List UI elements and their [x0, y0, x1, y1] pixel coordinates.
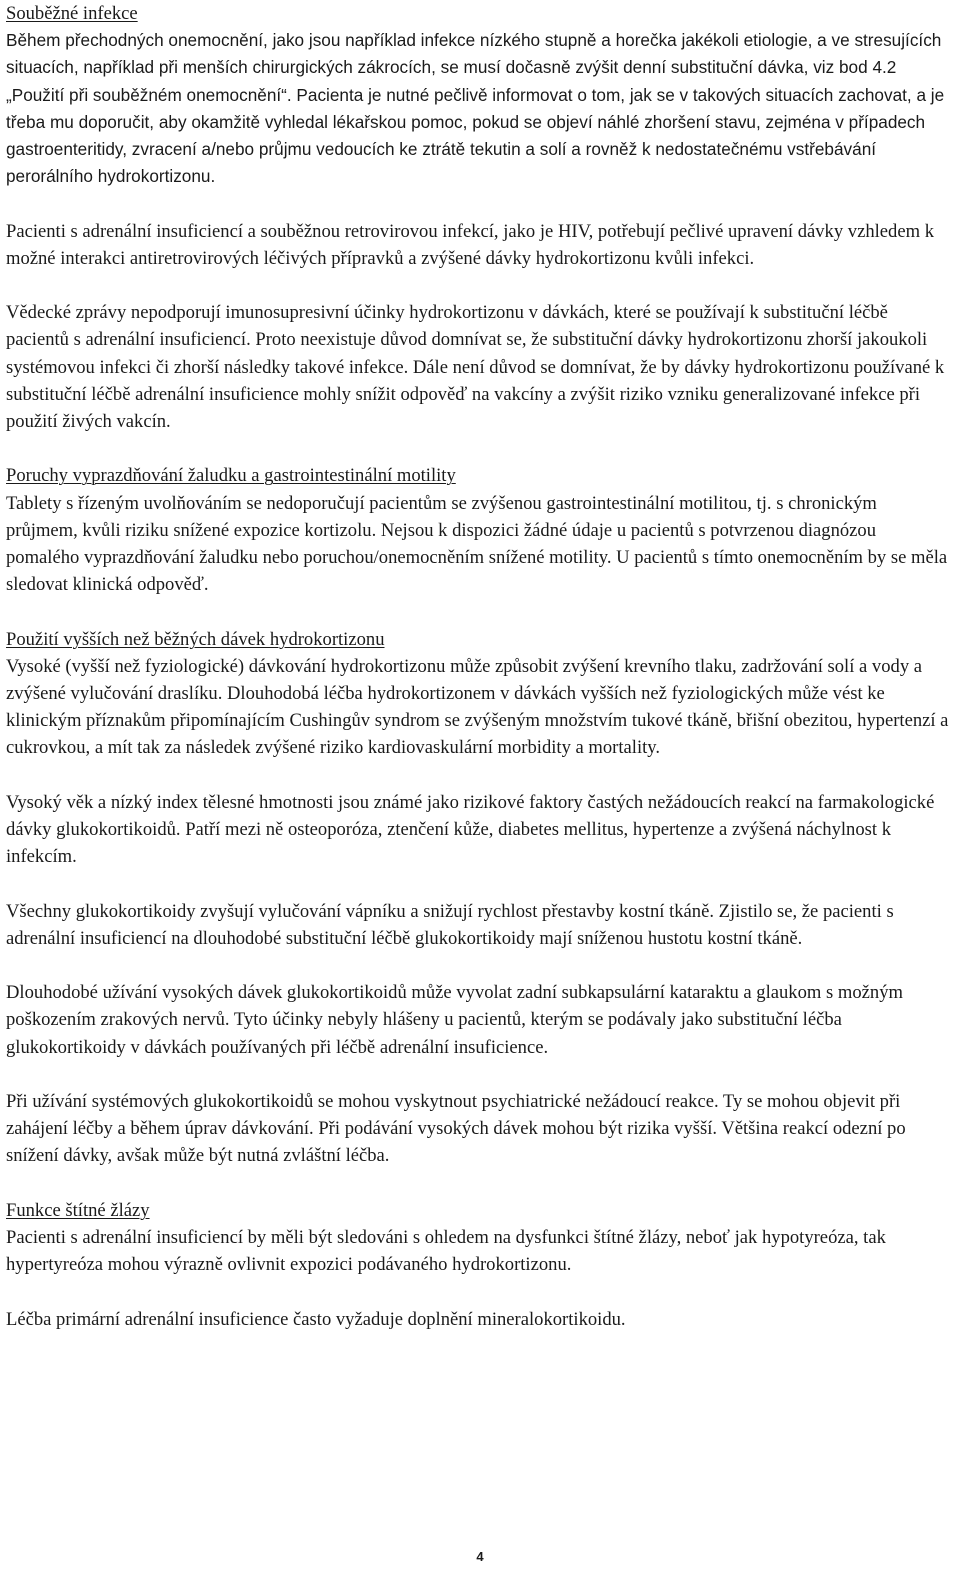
paragraph-higher-doses-1: Vysoké (vyšší než fyziologické) dávkování hydrokortizonu může způsobit zvýšení krevního tlaku, zadržování solí a vody a zvýšené vylučování draslíku. Dlouhodobá léčba hydrokortizonem v dávkách vyšších než fyziologických může vést ke klinickým příznakům připomínajícím Cushingův syndrom se zvýšeným množstvím tukové tkáně, břišní obezitou, hypertenzí a cukrovkou, a mít tak za následek zvýšené riziko kardiovaskulární morbidity a mortality. — [6, 655, 949, 759]
paragraph-higher-doses-2: Vysoký věk a nízký index tělesné hmotnosti jsou známé jako rizikové faktory častých nežádoucích reakcí na farmakologické dávky glukokortikoidů. Patří mezi ně osteoporóza, ztenčení kůže, diabetes mellitus, hypertenze a zvýšená náchylnost k infekcím. — [6, 791, 935, 868]
paragraph-infections-1-lead: Během přechodných onemocnění, jako jsou například infekce nízkého stupně a horečka jakékoli etiologie, a ve stresujících situacích, například při menších chirurgických zákrocích, se musí dočasně zvýšit denní substituční dávka, viz bod 4.2 „Použití při souběžném onemocnění“. — [6, 30, 942, 105]
paragraph-thyroid-1: Pacienti s adrenální insuficiencí by měli být sledováni s ohledem na dysfunkci štítné žlázy, neboť jak hypotyreóza, tak hypertyreóza mohou výrazně ovlivnit expozici podávaného hydrokortizonu. — [6, 1227, 886, 1276]
paragraph-higher-doses-4: Dlouhodobé užívání vysokých dávek glukokortikoidů může vyvolat zadní subkapsulární kataraktu a glaukom s možným poškozením zrakových nervů. Tyto účinky nebyly hlášeny u pacientů, kterým se podávaly jako substituční léčba glukokortikoidy v dávkách používaných při léčbě adrenální insuficience. — [6, 982, 903, 1058]
paragraph-infections-3: Vědecké zprávy nepodporují imunosupresivní účinky hydrokortizonu v dávkách, které se používají k substituční léčbě pacientů s adrenální insuficiencí. Proto neexistuje důvod domnívat se, že substituční dávky hydrokortizonu zhorší jakoukoli systémovou infekci či zhorší následky takové infekce. Dále není důvod se domnívat, že by dávky hydrokortizonu používané k substituční léčbě adrenální insuficience mohly snížit odpověď na vakcíny a zvýšit riziko vzniku generalizované infekce při použití živých vakcín. — [6, 302, 945, 433]
paragraph-infections-2: Pacienti s adrenální insuficiencí a souběžnou retrovirovou infekcí, jako je HIV, potřebují pečlivé upravení dávky vzhledem k možné interakci antiretrovirových léčivých přípravků a zvýšené dávky hydrokortizonu kvůli infekci. — [6, 220, 935, 269]
paragraph-infections-1 — [6, 27, 950, 190]
heading-infections: Souběžné infekce — [6, 3, 138, 24]
paragraph-gastro-1: Tablety s řízeným uvolňováním se nedoporučují pacientům se zvýšenou gastrointestinální motilitou, tj. s chronickým průjmem, kvůli riziku snížené expozice kortizolu. Nejsou k dispozici žádné údaje u pacientů s potvrzenou diagnózou pomalého vyprazdňování žaludku nebo poruchou/onemocněním snížené motility. U pacientů s tímto onemocněním by se měla sledovat klinická odpověď. — [6, 492, 948, 596]
paragraph-higher-doses-3: Všechny glukokortikoidy zvyšují vylučování vápníku a snižují rychlost přestavby kostní tkáně. Zjistilo se, že pacienti s adrenální insuficiencí na dlouhodobé substituční léčbě glukokortikoidy mají sníženou hustotu kostní tkáně. — [6, 900, 894, 949]
heading-higher-doses: Použití vyšších než běžných dávek hydrokortizonu — [6, 628, 385, 650]
heading-thyroid: Funkce štítné žlázy — [6, 1199, 150, 1221]
paragraph-thyroid-2: Léčba primární adrenální insuficience často vyžaduje doplnění mineralokortikoidu. — [6, 1308, 626, 1330]
paragraph-infections-1-rest: Pacienta je nutné pečlivě informovat o tom, jak se v takových situacích zachovat, a je třeba mu doporučit, aby okamžitě vyhledal lékařskou pomoc, pokud se objeví náhlé zhoršení stavu, zejména v případech gastroenteritidy, zvracení a/nebo průjmu vedoucích ke ztrátě tekutin a solí a rovněž k nedostatečnému vstřebávání perorálního hydrokortizonu. — [6, 84, 945, 187]
page-number: 4 — [476, 1549, 484, 1564]
heading-gastro: Poruchy vyprazdňování žaludku a gastrointestinální motility — [6, 465, 456, 487]
document-page — [6, 0, 950, 1333]
paragraph-higher-doses-5: Při užívání systémových glukokortikoidů se mohou vyskytnout psychiatrické nežádoucí reakce. Ty se mohou objevit při zahájení léčby a během úprav dávkování. Při podávání vysokých dávek mohou být rizika vyšší. Většina reakcí odezní po snížení dávky, avšak může být nutná zvláštní léčba. — [6, 1091, 906, 1167]
